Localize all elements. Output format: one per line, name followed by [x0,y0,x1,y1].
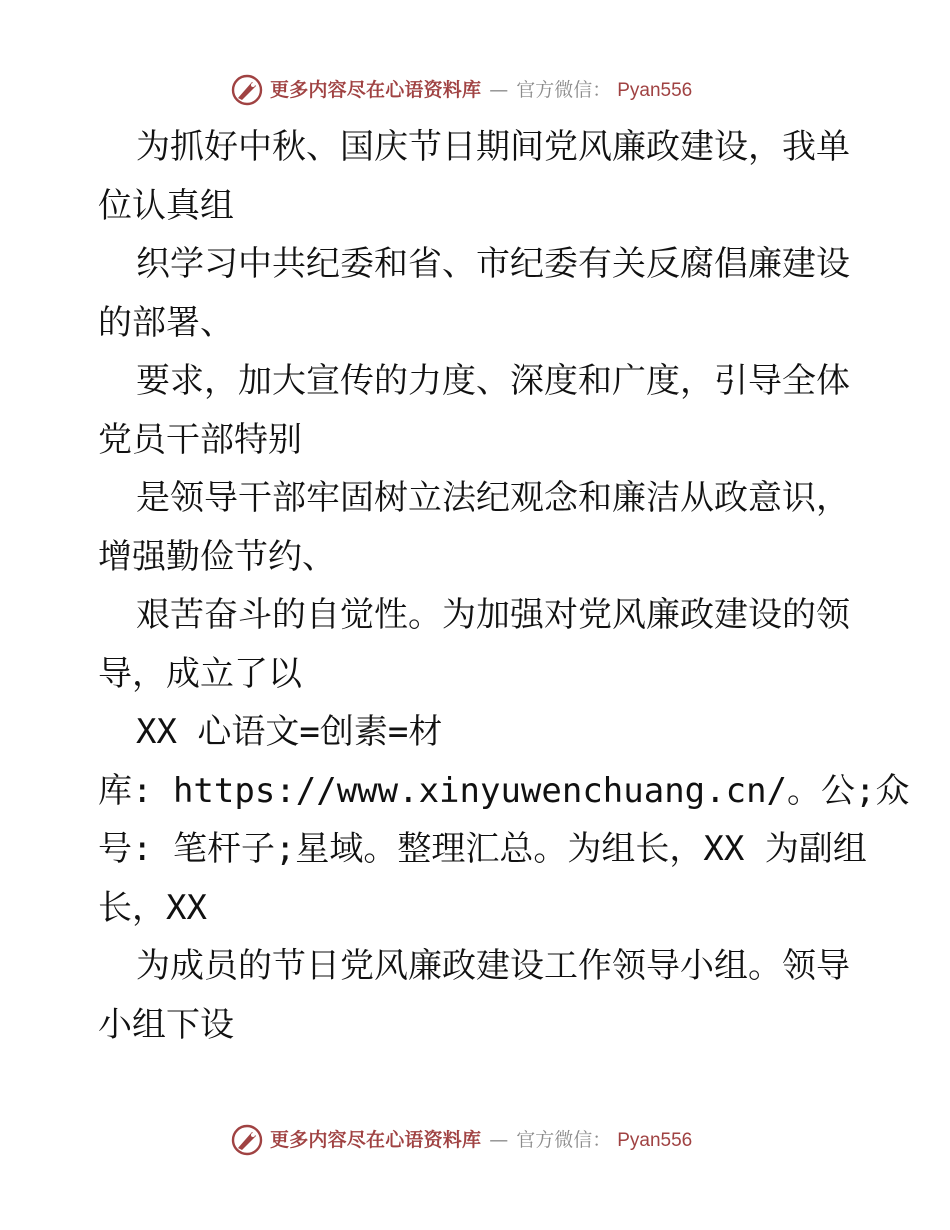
body-line: XX 心语文=创素=材 [136,712,443,752]
body-line: 织学习中共纪委和省、市纪委有关反腐倡廉建设 [136,244,850,284]
header-banner [230,70,750,110]
body-line: 小组下设 [98,1004,234,1045]
document-body [98,118,910,1054]
body-line: 党员干部特别 [98,419,302,460]
body-line: 长，XX [98,887,207,928]
body-line: 要求，加大宣传的力度、深度和广度，引导全体 [136,361,850,401]
pen-nib-logo-icon [230,1123,264,1157]
body-line: 增强勤俭节约、 [98,536,336,577]
body-line: 为抓好中秋、国庆节日期间党风廉政建设，我单 [136,127,850,167]
header-banner-id: Pyan556 [617,79,693,101]
footer-banner-separator: — [489,1128,509,1151]
body-line: 库: https://www.xinyuwenchuang.cn/。公;众 [98,770,910,811]
pen-nib-logo-icon [230,73,264,107]
body-line: 为成员的节日党风廉政建设工作领导小组。领导 [136,946,850,986]
body-line: 的部署、 [98,302,234,343]
body-line: 艰苦奋斗的自觉性。为加强对党风廉政建设的领 [136,595,850,635]
footer-banner-title: 更多内容尽在心语资料库 [270,1128,482,1151]
footer-banner [230,1120,750,1160]
body-line: 号: 笔杆子;星域。整理汇总。为组长，XX 为副组 [98,829,867,869]
header-banner-title: 更多内容尽在心语资料库 [270,78,482,101]
footer-banner-label: 官方微信： [516,1128,612,1151]
header-banner-label: 官方微信： [516,78,612,101]
footer-banner-id: Pyan556 [617,1129,693,1151]
body-line: 是领导干部牢固树立法纪观念和廉洁从政意识， [136,478,850,518]
header-banner-separator: — [489,78,509,101]
body-line: 位认真组 [98,185,234,226]
body-line: 导，成立了以 [98,653,302,694]
